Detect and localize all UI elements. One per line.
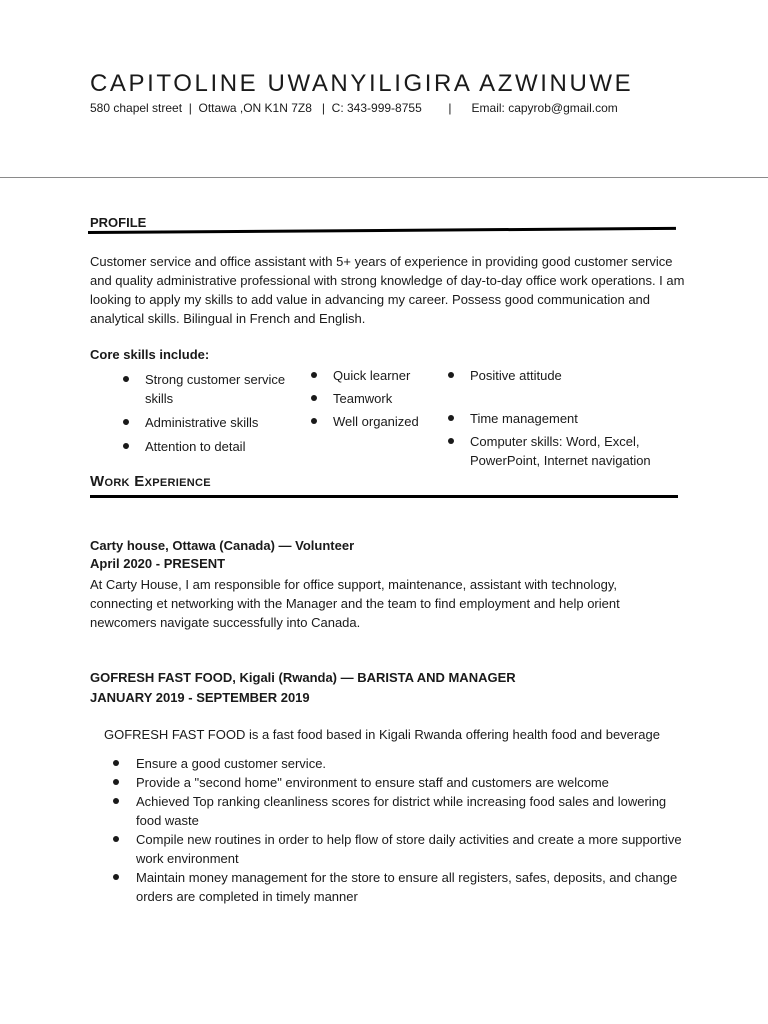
duty-item: Maintain money management for the store to ensure all registers, safes, deposits, and change orders are completed in timely manner [113, 868, 683, 906]
header-divider [0, 177, 768, 178]
profile-summary: Customer service and office assistant with 5+ years of experience in providing good customer service and quality administrative professional with strong knowledge of day-to-day office work operations. I am looking to apply my skills to add value in advancing my career. Possess good communication and analytical skills. Bilingual in French and English. [90, 254, 685, 326]
candidate-name: CAPITOLINE UWANYILIGIRA AZWINUWE [90, 70, 634, 97]
duty-item: Achieved Top ranking cleanliness scores for district while increasing food sales and lowering food waste [113, 792, 683, 830]
skill-item: Well organized [311, 412, 431, 431]
work-experience-heading: Work Experience [90, 473, 211, 490]
skill-item: Time management [448, 409, 688, 428]
skills-column-1 [123, 370, 293, 461]
job-intro: GOFRESH FAST FOOD is a fast food based in Kigali Rwanda offering health food and beverage [104, 727, 660, 742]
skill-item: Positive attitude [448, 366, 688, 385]
skills-column-2 [311, 366, 431, 435]
job-dates: April 2020 - PRESENT [90, 556, 226, 571]
skill-item: Administrative skills [123, 413, 293, 432]
skill-item: Teamwork [311, 389, 431, 408]
job-duties-list [113, 754, 683, 906]
skill-item: Strong customer service skills [123, 370, 293, 408]
duty-item: Ensure a good customer service. [113, 754, 683, 773]
skill-item: Quick learner [311, 366, 431, 385]
core-skills-title: Core skills include: [90, 347, 210, 362]
work-divider [90, 495, 678, 498]
skills-column-3 [448, 366, 688, 474]
profile-divider [88, 227, 676, 234]
skill-item: Attention to detail [123, 437, 293, 456]
job-description: At Carty House, I am responsible for office support, maintenance, assistant with technology, connecting et networking with the Manager and the team to find employment and help orient newcomers navigate successfully into Canada. [90, 577, 620, 630]
duty-item: Provide a "second home" environment to ensure staff and customers are welcome [113, 773, 683, 792]
job-dates: JANUARY 2019 - SEPTEMBER 2019 [90, 690, 310, 705]
contact-info: 580 chapel street | Ottawa ,ON K1N 7Z8 | C: 343-999-8755 | Email: capyrob@gmail.com [90, 101, 618, 115]
profile-heading: PROFILE [90, 215, 147, 230]
duty-item: Compile new routines in order to help flow of store daily activities and create a more supportive work environment [113, 830, 683, 868]
job-title: Carty house, Ottawa (Canada) — Volunteer [90, 538, 355, 553]
job-title: GOFRESH FAST FOOD, Kigali (Rwanda) — BARISTA AND MANAGER [90, 670, 516, 685]
skill-item: Computer skills: Word, Excel, PowerPoint, Internet navigation [448, 432, 688, 470]
